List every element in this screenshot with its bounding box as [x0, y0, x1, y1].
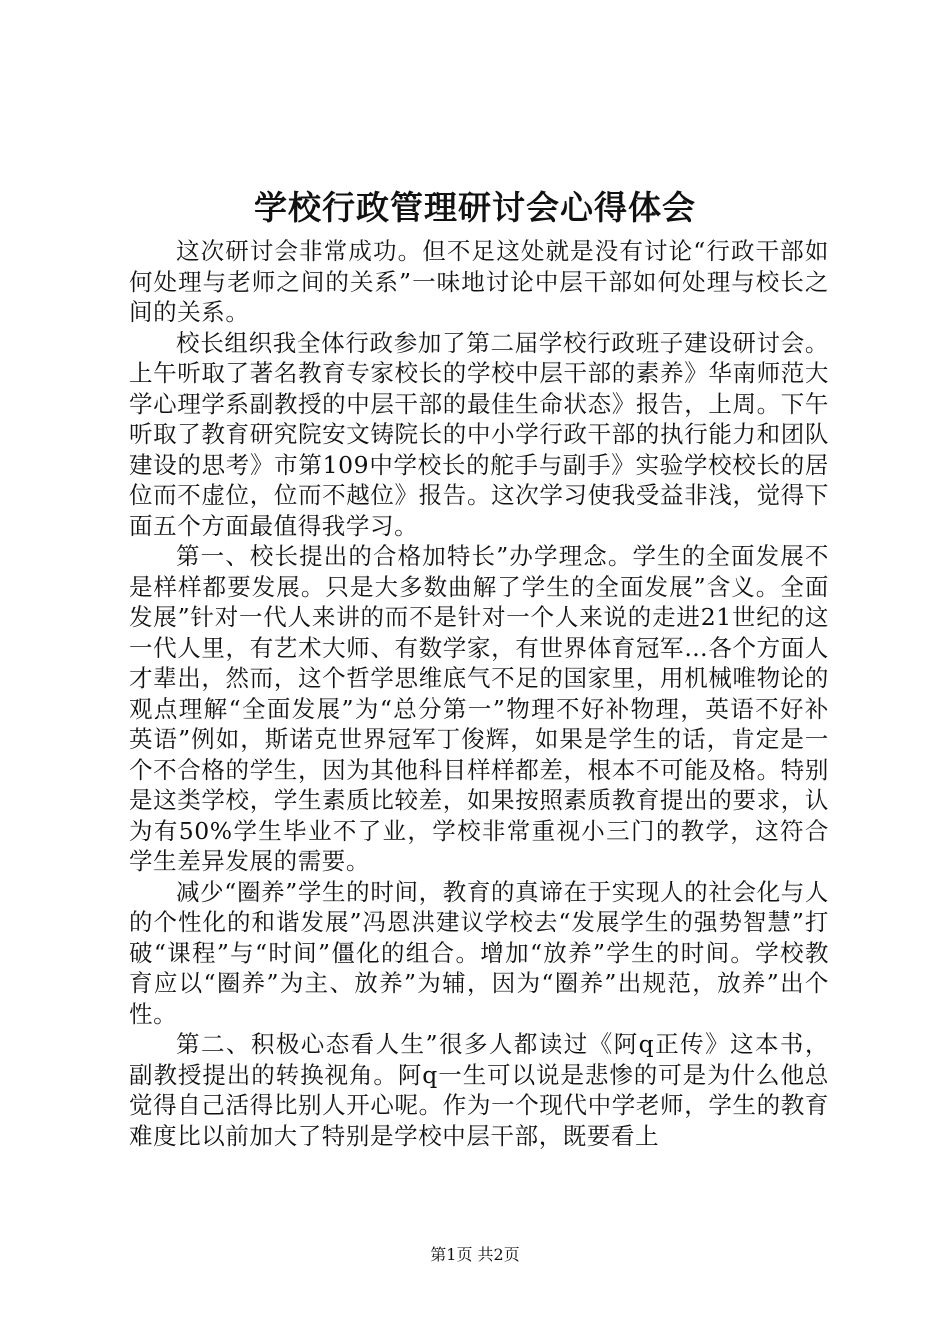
paragraph: 减少“圈养”学生的时间，教育的真谛在于实现人的社会化与人的个性化的和谐发展”冯恩洪建议学校去“发展学生的强势智慧”打破“课程”与“时间”僵化的组合。增加“放养”学生的时间。学校教育应以“圈养”为主、放养”为辅，因为“圈养”出规范，放养”出个性。 — [129, 877, 829, 1028]
paragraph: 校长组织我全体行政参加了第二届学校行政班子建设研讨会。上午听取了著名教育专家校长的学校中层干部的素养》华南师范大学心理学系副教授的中层干部的最佳生命状态》报告，上周。下午听取了教育研究院安文铸院长的中小学行政干部的执行能力和团队建设的思考》市第109中学校长的舵手与副手》实验学校校长的居位而不虚位，位而不越位》报告。这次学习使我受益非浅，觉得下面五个方面最值得我学习。 — [129, 328, 829, 540]
document-title: 学校行政管理研讨会心得体会 — [254, 188, 696, 227]
document-body — [129, 236, 829, 1151]
paragraph: 第二、积极心态看人生”很多人都读过《阿q正传》这本书，副教授提出的转换视角。阿q一生可以说是悲惨的可是为什么他总觉得自己活得比别人开心呢。作为一个现代中学老师，学生的教育难度比以前加大了特别是学校中层干部，既要看上 — [129, 1030, 829, 1150]
paragraph: 第一、校长提出的合格加特长”办学理念。学生的全面发展不是样样都要发展。只是大多数曲解了学生的全面发展”含义。全面发展”针对一代人来讲的而不是针对一个人来说的走进21世纪的这一代人里，有艺术大师、有数学家，有世界体育冠军…各个方面人才辈出，然而，这个哲学思维底气不足的国家里，用机械唯物论的观点理解“全面发展”为“总分第一”物理不好补物理，英语不好补英语”例如，斯诺克世界冠军丁俊辉，如果是学生的话，肯定是一个不合格的学生，因为其他科目样样都差，根本不可能及格。特别是这类学校，学生素质比较差，如果按照素质教育提出的要求，认为有50%学生毕业不了业，学校非常重视小三门的教学，这符合学生差异发展的需要。 — [129, 542, 829, 875]
paragraph: 这次研讨会非常成功。但不足这处就是没有讨论“行政干部如何处理与老师之间的关系”一味地讨论中层干部如何处理与校长之间的关系。 — [129, 237, 829, 326]
page-footer: 第1页 共2页 — [430, 1245, 520, 1264]
